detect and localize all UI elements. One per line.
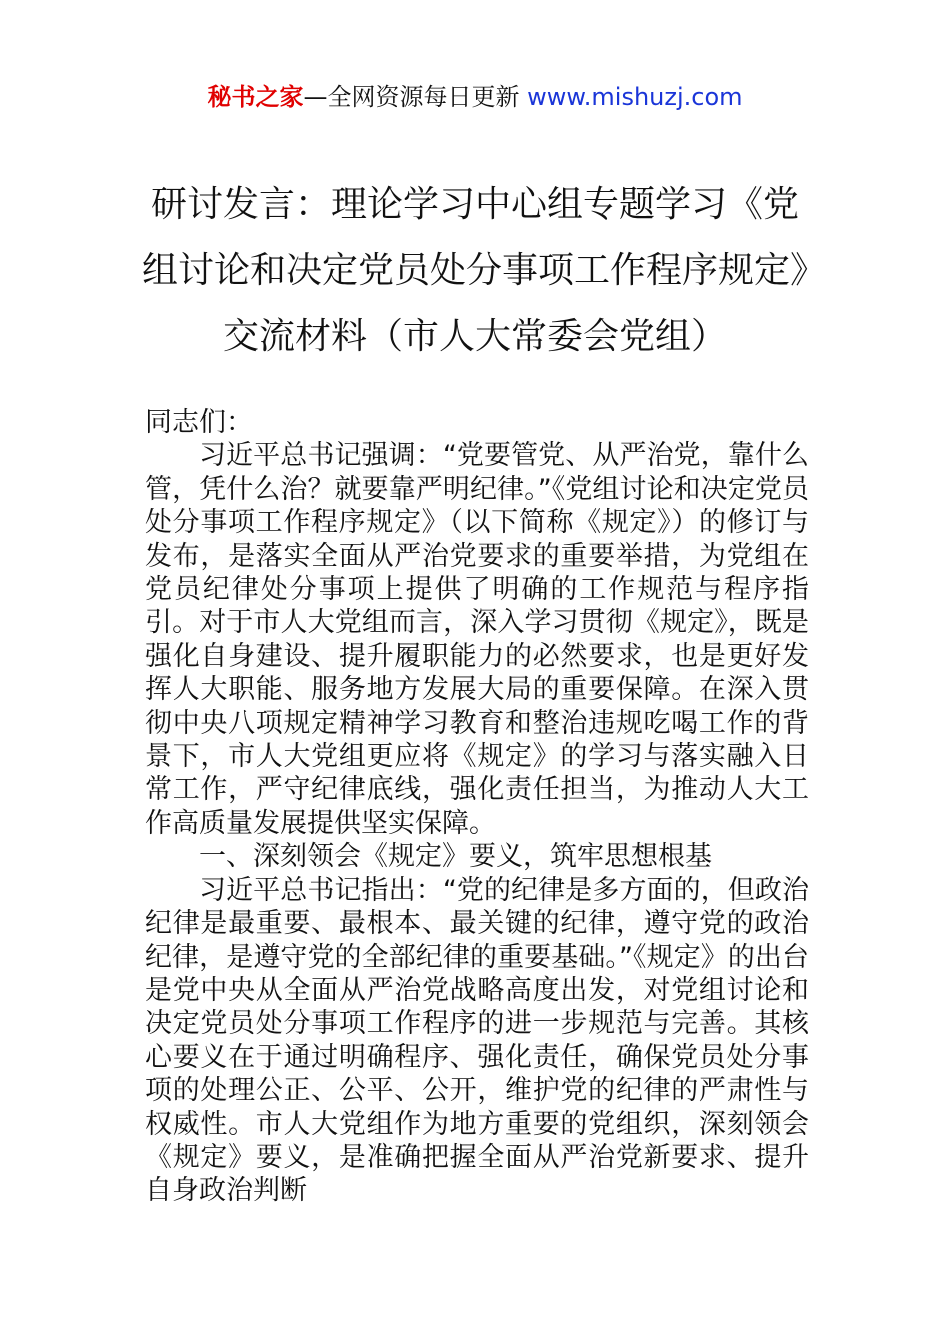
site-header (0, 80, 950, 114)
site-url-link[interactable]: www.mishuzj.com (527, 83, 743, 111)
body-paragraph: 习近平总书记强调：“党要管党、从严治党，靠什么管，凭什么治？就要靠严明纪律。”《党组讨论和决定党员处分事项工作程序规定》（以下简称《规定》）的修订与发布，是落实全面从严治党要求的重要举措，为党组在党员纪律处分事项上提供了明确的工作规范与程序指引。对于市人大党组而言，深入学习贯彻《规定》，既是强化自身建设、提升履职能力的必然要求，也是更好发挥人大职能、服务地方发展大局的重要保障。在深入贯彻中央八项规定精神学习教育和整治违规吃喝工作的背景下，市人大党组更应将《规定》的学习与落实融入日常工作，严守纪律底线，强化责任担当，为推动人大工作高质量发展提供坚实保障。 (145, 440, 809, 839)
document-body (145, 406, 809, 1208)
body-paragraph: 习近平总书记指出：“党的纪律是多方面的，但政治纪律是最重要、最根本、最关键的纪律，遵守党的政治纪律，是遵守党的全部纪律的重要基础。”《规定》的出台是党中央从全面从严治党战略高度出发，对党组讨论和决定党员处分事项工作程序的进一步规范与完善。其核心要义在于通过明确程序、强化责任，确保党员处分事项的处理公正、公平、公开，维护党的纪律的严肃性与权威性。市人大党组作为地方重要的党组织，深刻领会《规定》要义，是准确把握全面从严治党新要求、提升自身政治判断 (145, 874, 809, 1207)
section-heading: 一、深刻领会《规定》要义，筑牢思想根基 (199, 841, 712, 873)
header-slogan: —全网资源每日更新 (303, 83, 528, 111)
salutation: 同志们： (145, 407, 253, 438)
document-title: 研讨发言：理论学习中心组专题学习《党组讨论和决定党员处分事项工作程序规定》交流材料（市人大常委会党组） (141, 184, 808, 357)
brand-name: 秘书之家 (207, 83, 304, 111)
